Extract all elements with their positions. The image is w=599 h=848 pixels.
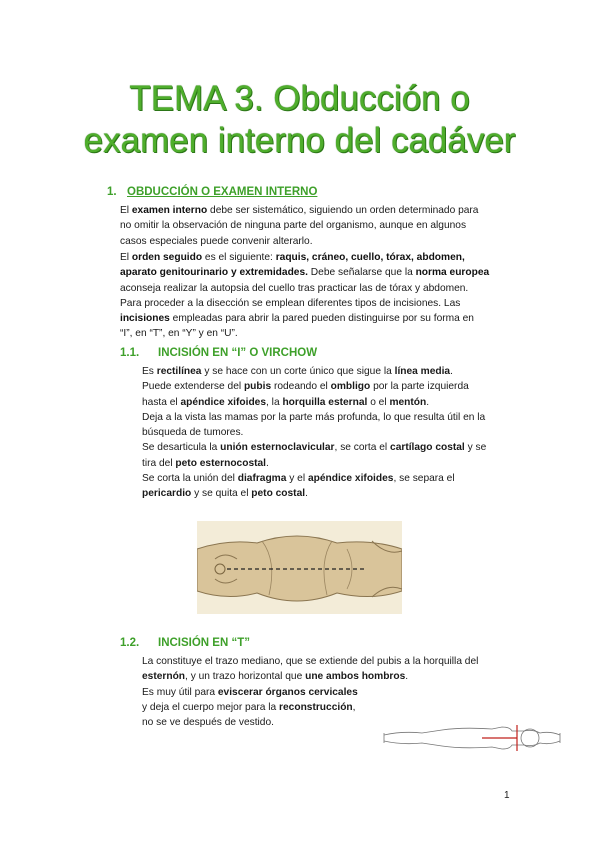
torso-incision-illustration [197, 521, 402, 614]
bold-term: pericardio [142, 488, 192, 500]
section-1-1-heading [120, 347, 317, 359]
text-line [142, 654, 517, 669]
bold-term: peto costal [251, 488, 306, 500]
body-t-incision-illustration [382, 713, 562, 763]
text-segment: y se quita el [191, 488, 252, 500]
text-line [120, 326, 515, 341]
text-segment: . [266, 457, 269, 469]
bold-term: unión esternoclavicular [220, 442, 335, 454]
text-line [120, 218, 515, 233]
text-segment: Es muy útil para [142, 686, 218, 698]
text-line [142, 669, 517, 684]
text-segment: hasta el [142, 396, 181, 408]
text-segment: y se [464, 442, 487, 454]
bold-term: ombligo [330, 381, 371, 393]
document-title [0, 78, 599, 162]
title-line-1: TEMA 3. Obducción o [129, 79, 470, 118]
section-1-paragraph-2 [120, 250, 515, 342]
text-segment: , se separa el [393, 473, 455, 485]
text-segment: rodeando el [271, 381, 331, 393]
text-line [120, 250, 515, 265]
text-line [142, 486, 517, 501]
section-1-2-heading [120, 637, 250, 649]
bold-term: aparato genitourinario y extremidades. [120, 267, 308, 279]
bold-term: examen interno [131, 205, 208, 216]
text-segment: Se desarticula la [142, 442, 221, 454]
bold-term: cartílago costal [390, 442, 465, 454]
title-line-2: examen interno del cadáver [83, 121, 516, 160]
text-line [142, 456, 517, 471]
bold-term: rectilínea [156, 366, 202, 377]
text-line [142, 471, 517, 486]
text-segment: no omitir la observación de ninguna parte del organismo, aunque en algunos [120, 220, 467, 232]
bold-term: diafragma [237, 473, 287, 485]
text-segment: . [305, 488, 308, 500]
section-number: 1. [107, 186, 117, 198]
bold-term: orden seguido [131, 252, 203, 263]
text-line [120, 203, 515, 218]
text-line [142, 425, 517, 440]
bold-term: esternón [142, 671, 186, 683]
text-segment: y se hace con un corte único que sigue la [201, 366, 395, 377]
bold-term: une ambos hombros [305, 671, 406, 683]
text-line [142, 410, 517, 425]
bold-term: norma europea [415, 267, 490, 279]
text-line [120, 311, 515, 326]
text-segment: aconseja realizar la autopsia del cuello tras practicar las de tórax y abdomen. [120, 282, 469, 294]
bold-term: incisiones [120, 313, 170, 325]
section-1-paragraph-1 [120, 203, 515, 249]
bold-term: línea media [394, 366, 451, 377]
text-segment: tira del [142, 457, 176, 469]
bold-term: apéndice xifoides [180, 396, 267, 408]
section-title: OBDUCCIÓN O EXAMEN INTERNO [127, 186, 318, 198]
text-segment: o el [367, 396, 390, 408]
text-segment: Deja a la vista las mamas por la parte más profunda, lo que resulta útil en la [142, 411, 486, 423]
text-segment: no se ve después de vestido. [142, 717, 274, 729]
text-segment: , se corta el [334, 442, 391, 454]
text-segment: . [450, 366, 453, 377]
text-segment: , y un trazo horizontal que [185, 671, 306, 683]
bold-term: peto esternocostal [175, 457, 267, 469]
text-line [142, 364, 517, 379]
text-line [142, 685, 517, 700]
text-line [142, 440, 517, 455]
text-segment: . [405, 671, 409, 683]
text-line [120, 234, 515, 249]
section-title: INCISIÓN EN “I” O VIRCHOW [158, 347, 318, 359]
text-segment: “I”, en “T”, en “Y” y en “U”. [120, 328, 238, 340]
text-segment: Debe señalarse que la [307, 267, 416, 279]
bold-term: horquilla esternal [282, 396, 368, 408]
text-line [142, 379, 517, 394]
bold-term: eviscerar órganos cervicales [217, 686, 358, 698]
text-segment: Puede extenderse del [142, 381, 244, 393]
text-line [120, 296, 515, 311]
text-segment: debe ser sistemático, siguiendo un orden determinado para [207, 205, 479, 216]
section-1-heading [107, 186, 317, 198]
text-segment: La constituye el trazo mediano, que se extiende del pubis a la horquilla del [142, 656, 479, 667]
text-segment: y deja el cuerpo mejor para la [142, 701, 280, 713]
bold-term: pubis [243, 381, 272, 393]
text-segment: El [120, 252, 132, 263]
page-number: 1 [504, 790, 510, 801]
text-line [142, 395, 517, 410]
text-segment: empleadas para abrir la pared pueden distinguirse por su forma en [169, 313, 474, 325]
text-segment: El [120, 205, 132, 216]
bold-term: reconstrucción [279, 701, 353, 713]
text-segment: Es [142, 366, 157, 377]
text-segment: Se corta la unión del [142, 473, 238, 485]
text-segment: , [352, 701, 356, 713]
text-segment: por la parte izquierda [370, 381, 469, 393]
text-segment: , la [266, 396, 283, 408]
bold-term: apéndice xifoides [307, 473, 394, 485]
section-number: 1.1. [120, 347, 140, 359]
section-number: 1.2. [120, 637, 140, 649]
text-line [120, 281, 515, 296]
text-segment: casos especiales puede convenir alterarlo. [120, 235, 313, 247]
text-segment: y el [286, 473, 308, 485]
text-segment: búsqueda de tumores. [142, 427, 244, 439]
bold-term: raquis, cráneo, cuello, tórax, abdomen, [275, 252, 465, 263]
text-line [120, 265, 515, 280]
section-1-1-text [142, 364, 517, 502]
text-segment: . [426, 396, 430, 408]
bold-term: mentón [389, 396, 427, 408]
text-segment: es el siguiente: [202, 252, 276, 263]
section-title: INCISIÓN EN “T” [158, 637, 251, 649]
text-segment: Para proceder a la disección se emplean diferentes tipos de incisiones. Las [120, 297, 461, 309]
